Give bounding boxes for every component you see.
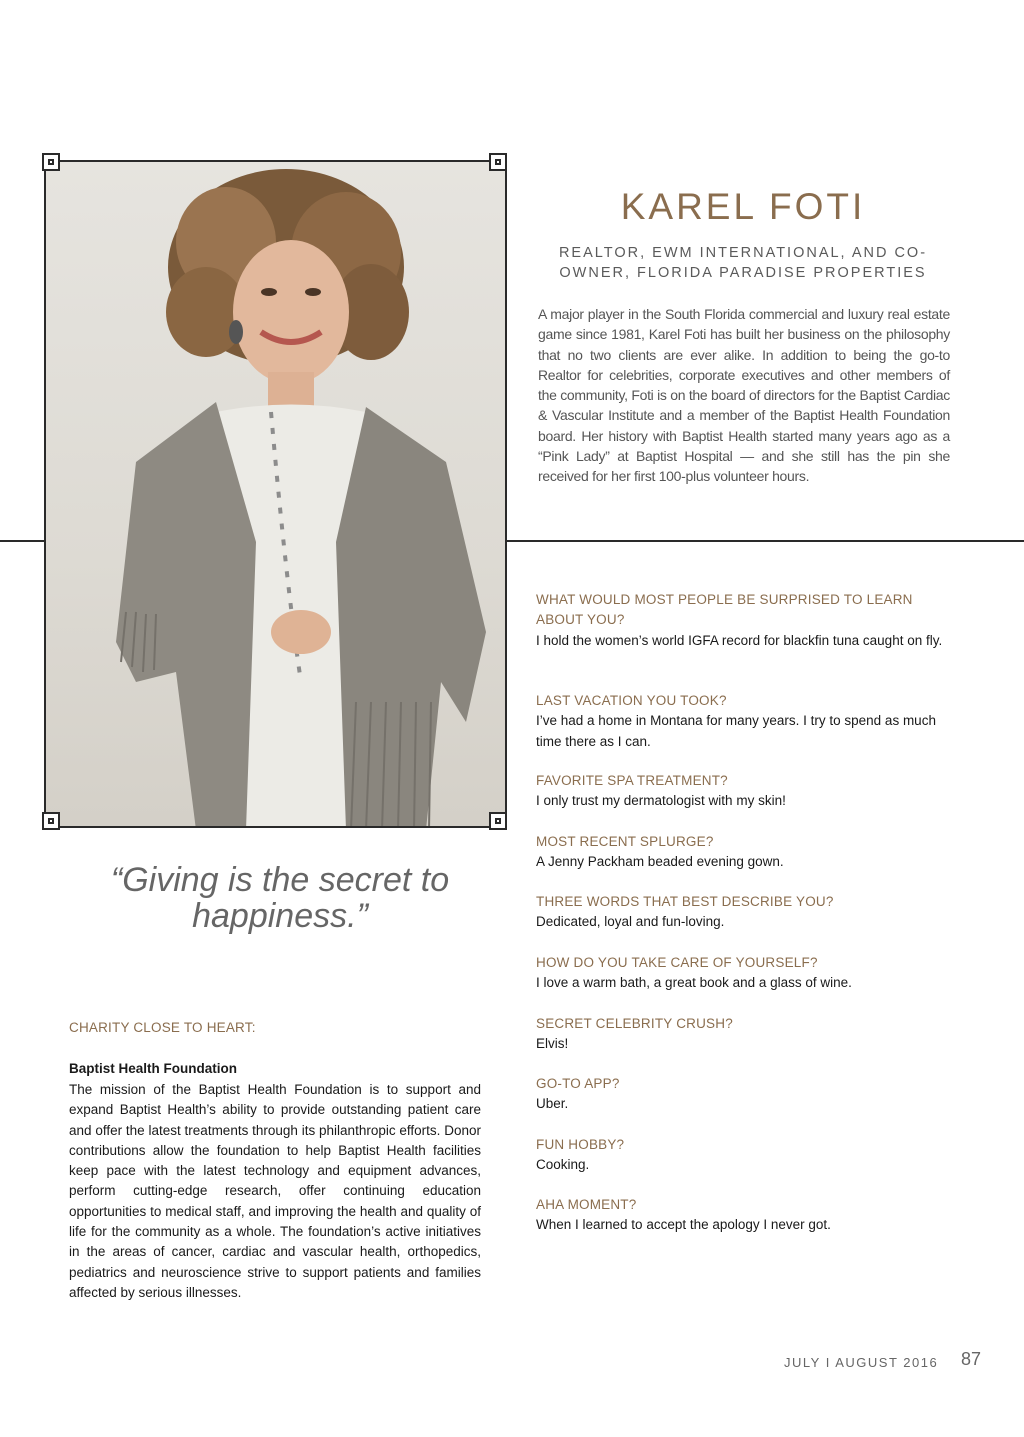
qa-item — [536, 953, 948, 994]
qa-answer: When I learned to accept the apology I never got. — [536, 1217, 831, 1233]
qa-answer: Elvis! — [536, 1036, 569, 1052]
pull-quote: “Giving is the secret to happiness.” — [110, 861, 450, 935]
page-number: 87 — [961, 1349, 982, 1369]
qa-item — [536, 771, 948, 812]
qa-question: GO-TO APP? — [536, 1076, 620, 1091]
qa-answer: A Jenny Packham beaded evening gown. — [536, 854, 784, 870]
qa-item — [536, 691, 948, 752]
divider-right — [507, 540, 1024, 542]
qa-answer: I hold the women’s world IGFA record for blackfin tuna caught on fly. — [536, 632, 943, 648]
qa-answer: Cooking. — [536, 1157, 590, 1173]
profile-bio: A major player in the South Florida commercial and luxury real estate game since 1981, Karel Foti has built her business on the philosophy that no two clients are ever alike. In addition to being the go-to Realtor for celebrities, corporate executives and other members of the community, Foti is on the board of directors for the Baptist Cardiac & Vascular Institute and a member of the Baptist Health Foundation board. Her history with Baptist Health started many years ago as a “Pink Lady” at Baptist Hospital — and she still has the pin she received for her first 100-plus volunteer hours. — [538, 306, 950, 485]
divider-left — [0, 540, 44, 542]
charity-name: Baptist Health Foundation — [69, 1061, 237, 1076]
qa-answer: Uber. — [536, 1096, 569, 1112]
qa-answer: I’ve had a home in Montana for many years. I try to spend as much time there as I can. — [536, 713, 936, 749]
qa-question: AHA MOMENT? — [536, 1197, 637, 1212]
portrait-illustration — [46, 162, 507, 828]
qa-item — [536, 590, 948, 651]
qa-item — [536, 832, 948, 873]
qa-answer: Dedicated, loyal and fun-loving. — [536, 914, 725, 930]
profile-name: KAREL FOTI — [620, 186, 866, 227]
qa-item — [536, 1135, 948, 1176]
charity-description: The mission of the Baptist Health Foundation is to support and expand Baptist Health’s ability to provide outstanding patient care and offer the latest treatments through its philanthropic efforts. Donor contributions allow the foundation to help Baptist Health facilities keep pace with the latest technology and equipment advances, perform cutting-edge research, offer continuing education opportunities to medical staff, and improving the health and quality of life for the community as a whole. The foundation’s active initiatives in the areas of cancer, cardiac and vascular health, orthopedics, pediatrics and neuroscience strive to support patients and families affected by serious illnesses. — [69, 1082, 481, 1300]
qa-item — [536, 1074, 948, 1115]
qa-question: LAST VACATION YOU TOOK? — [536, 693, 727, 708]
qa-question: HOW DO YOU TAKE CARE OF YOURSELF? — [536, 955, 818, 970]
frame-corner-ornament — [42, 812, 60, 830]
frame-corner-ornament — [489, 153, 507, 171]
issue-date: JULY I AUGUST 2016 — [784, 1355, 939, 1370]
charity-label: CHARITY CLOSE TO HEART: — [69, 1020, 256, 1035]
frame-corner-ornament — [42, 153, 60, 171]
qa-item — [536, 1195, 948, 1236]
portrait-photo — [44, 160, 507, 828]
qa-question: WHAT WOULD MOST PEOPLE BE SURPRISED TO LEARN ABOUT YOU? — [536, 592, 913, 628]
qa-question: MOST RECENT SPLURGE? — [536, 834, 714, 849]
qa-answer: I only trust my dermatologist with my skin! — [536, 793, 786, 809]
qa-answer: I love a warm bath, a great book and a glass of wine. — [536, 975, 852, 991]
qa-question: FUN HOBBY? — [536, 1137, 625, 1152]
qa-item — [536, 1014, 948, 1055]
qa-question: THREE WORDS THAT BEST DESCRIBE YOU? — [536, 894, 834, 909]
qa-item — [536, 892, 948, 933]
profile-role: REALTOR, EWM INTERNATIONAL, AND CO-OWNER, FLORIDA PARADISE PROPERTIES — [558, 245, 928, 281]
qa-question: SECRET CELEBRITY CRUSH? — [536, 1016, 733, 1031]
frame-corner-ornament — [489, 812, 507, 830]
qa-question: FAVORITE SPA TREATMENT? — [536, 773, 728, 788]
